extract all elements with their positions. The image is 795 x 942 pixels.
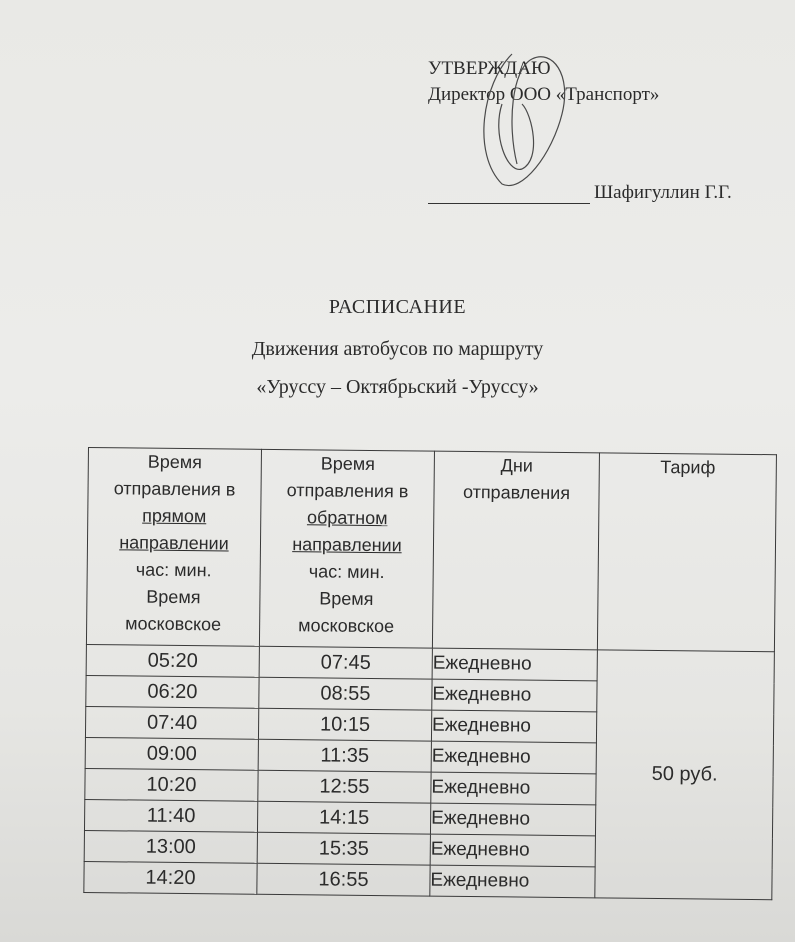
schedule-table (83, 447, 777, 900)
return-time-cell: 11:35 (258, 739, 431, 772)
forward-time-cell: 06:20 (86, 675, 259, 708)
return-time-cell: 15:35 (257, 832, 430, 865)
tariff-cell: 50 руб. (595, 650, 775, 900)
header-forward-time: Время отправления в прямом направлении час: мин. Время московское (86, 448, 261, 647)
return-time-cell: 10:15 (258, 708, 431, 741)
days-cell: Ежедневно (430, 803, 595, 836)
days-cell: Ежедневно (432, 679, 597, 712)
approval-position: Директор ООО «Транспорт» (428, 84, 660, 105)
signature-underline (428, 183, 590, 204)
return-time-cell: 07:45 (259, 646, 432, 679)
approval-heading: УТВЕРЖДАЮ (428, 58, 551, 79)
return-time-cell: 08:55 (259, 677, 432, 710)
header-return-time: Время отправления в обратном направлении час: мин. Время московское (259, 449, 434, 648)
route-name: «Уруссу – Октябрьский -Уруссу» (256, 376, 539, 398)
forward-time-cell: 09:00 (85, 737, 258, 770)
forward-time-cell: 10:20 (85, 768, 258, 801)
days-cell: Ежедневно (431, 772, 596, 805)
forward-time-cell: 13:00 (84, 830, 257, 863)
days-cell: Ежедневно (430, 834, 595, 867)
forward-time-cell: 14:20 (84, 861, 257, 894)
forward-time-cell: 07:40 (85, 706, 258, 739)
header-days: Дни отправления (432, 451, 599, 650)
signature-line (428, 182, 732, 204)
days-cell: Ежедневно (432, 648, 597, 681)
forward-time-cell: 11:40 (84, 799, 257, 832)
forward-time-cell: 05:20 (86, 644, 259, 677)
table-header-row (86, 448, 776, 652)
document-subtitle: Движения автобусов по маршруту (251, 338, 544, 360)
header-tariff: Тариф (597, 453, 776, 652)
document-title: РАСПИСАНИЕ (328, 296, 467, 318)
days-cell: Ежедневно (431, 741, 596, 774)
return-time-cell: 16:55 (257, 863, 430, 896)
return-time-cell: 14:15 (257, 801, 430, 834)
handwritten-signature (462, 44, 582, 194)
director-name: Шафигуллин Г.Г. (594, 182, 732, 203)
days-cell: Ежедневно (431, 710, 596, 743)
days-cell: Ежедневно (430, 865, 595, 898)
return-time-cell: 12:55 (258, 770, 431, 803)
